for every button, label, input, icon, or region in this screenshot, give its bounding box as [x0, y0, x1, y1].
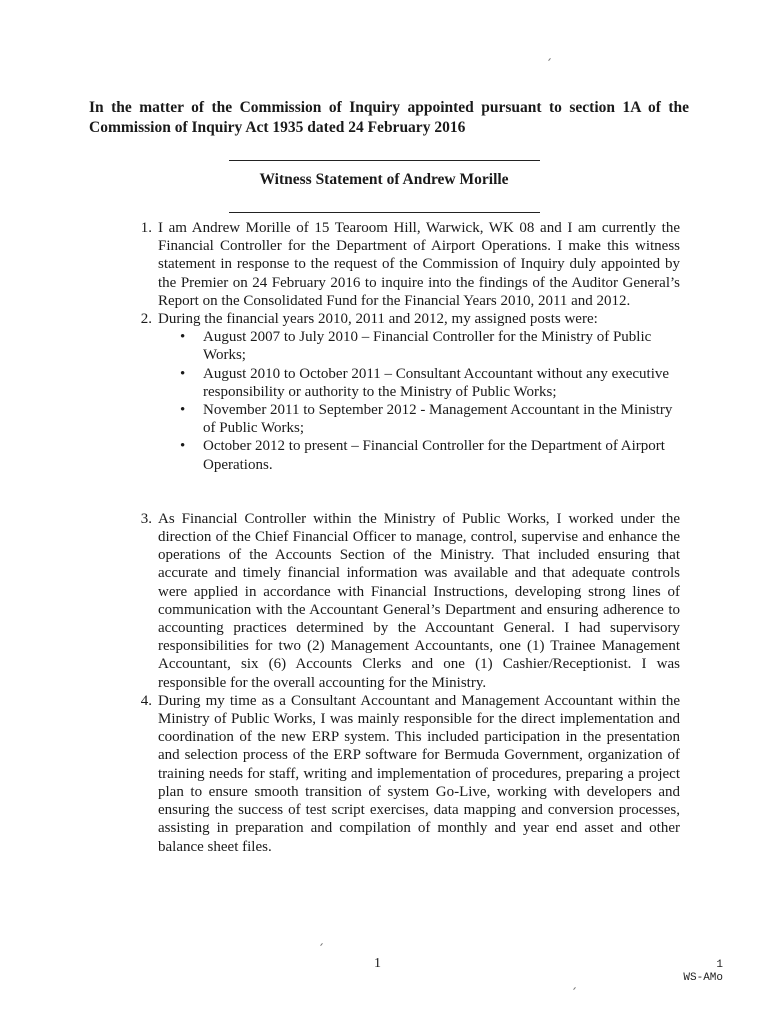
scan-speck	[320, 943, 323, 946]
assigned-posts-list	[203, 328, 680, 474]
initials-stamp	[683, 959, 723, 985]
paragraph-4	[140, 692, 680, 856]
document-heading: In the matter of the Commission of Inquiry appointed pursuant to section 1A of the Commission of Inquiry Act 1935 dated 24 February 2016	[89, 99, 689, 136]
list-item: • August 2007 to July 2010 – Financial Controller for the Ministry of Public Works;	[203, 328, 680, 364]
title-rule-bottom	[229, 212, 540, 213]
paragraph-number: 1.	[140, 220, 152, 236]
scan-speck	[548, 58, 551, 61]
stamp-initials: WS-AMo	[683, 972, 723, 984]
scan-speck	[573, 987, 576, 990]
paragraph-spacer	[158, 474, 680, 510]
stamp-number: 1	[716, 959, 723, 971]
paragraph-text: As Financial Controller within the Ministry of Public Works, I worked under the direction of the Chief Financial Officer to manage, control, supervise and enhance the operations of the Accounts Section of the Ministry. That included ensuring that accurate and timely financial information was available and that adequate controls were applied in accordance with Financial Instructions, developing strong lines of communication with the Accountant General’s Department and ensuring adherence to accounting practices determined by the Accountant General. I had supervisory responsibilities for two (2) Management Accountants, one (1) Trainee Management Accountant, six (6) Accounts Clerks and one (1) Cashier/Receptionist. I was responsible for the overall accounting for the Ministry.	[158, 510, 680, 691]
paragraph-1	[140, 219, 680, 310]
title-rule-top	[229, 160, 540, 161]
document-title: Witness Statement of Andrew Morille	[259, 171, 509, 188]
list-item: • October 2012 to present – Financial Controller for the Department of Airport Operations.	[203, 437, 680, 473]
paragraph-3	[140, 510, 680, 692]
page-number: 1	[374, 956, 381, 971]
list-item: • November 2011 to September 2012 - Management Accountant in the Ministry of Public Works;	[203, 401, 680, 437]
statement-paragraphs	[140, 219, 680, 856]
paragraph-text: During my time as a Consultant Accountant and Management Accountant within the Ministry of Public Works, I was mainly responsible for the direct implementation and coordination of the new ERP system. This included participation in the presentation and selection process of the ERP software for Bermuda Government, organization of training needs for staff, writing and implementation of procedures, preparing a project plan to ensure smooth transition of system Go-Live, working with developers and ensuring the success of test script exercises, data mapping and conversion processes, assisting in preparation and compilation of monthly and year end asset and other balance sheet files.	[158, 692, 680, 855]
paragraph-text: During the financial years 2010, 2011 and 2012, my assigned posts were:	[158, 311, 598, 328]
list-item: • August 2010 to October 2011 – Consultant Accountant without any executive responsibility or authority to the Ministry of Public Works;	[203, 365, 680, 401]
paragraph-number: 3.	[140, 510, 152, 527]
paragraph-2	[140, 310, 680, 474]
paragraph-text: I am Andrew Morille of 15 Tearoom Hill, Warwick, WK 08 and I am currently the Financial Controller for the Department of Airport Operations. I make this witness statement in response to the request of the Commission of Inquiry duly appointed by the Premier on 24 February 2016 to inquire into the findings of the Auditor General’s Report on the Consolidated Fund for the Financial Years 2010, 2011 and 2012.	[158, 220, 680, 309]
paragraph-number: 2.	[140, 311, 152, 328]
paragraph-number: 4.	[140, 692, 152, 709]
